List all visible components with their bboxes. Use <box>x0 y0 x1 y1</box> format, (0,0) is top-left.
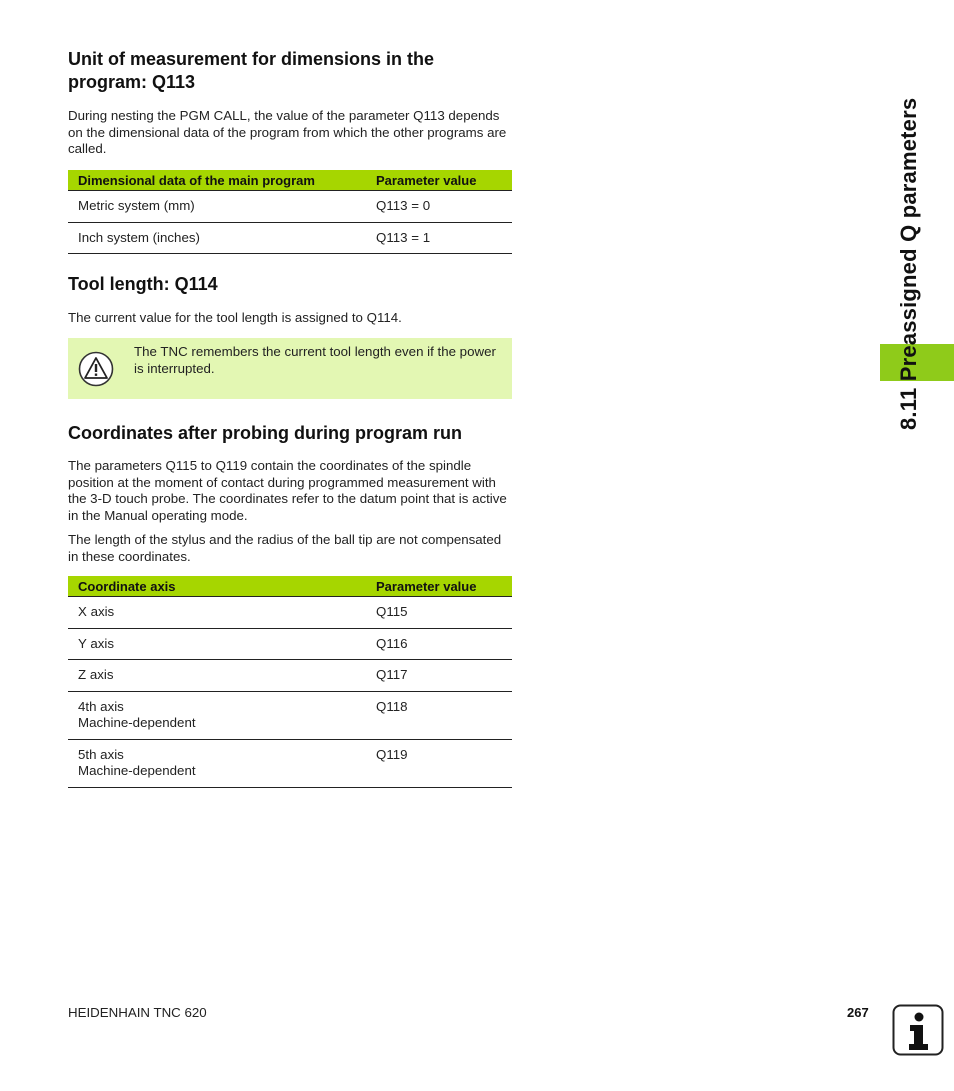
note-box <box>68 338 512 399</box>
paragraph-probing-1: The parameters Q115 to Q119 contain the coordinates of the spindle position at the moment of contact during programmed measurement with the 3-D touch probe. The coordinates refer to the datum point that is active in the Manual operating mode. <box>68 458 507 523</box>
table-cell <box>68 739 376 787</box>
table-cell: Q113 = 0 <box>376 191 512 223</box>
table-cell: Q113 = 1 <box>376 222 512 254</box>
table-cell: Q117 <box>376 660 512 692</box>
table-cell: Q119 <box>376 739 512 787</box>
paragraph-probing-2: The length of the stylus and the radius of the ball tip are not compensated in these coordinates. <box>68 532 502 564</box>
table-coordinates <box>68 576 512 788</box>
table-header-cell: Coordinate axis <box>68 576 376 597</box>
table-row <box>68 691 512 739</box>
axis-note: Machine-dependent <box>78 763 196 778</box>
table-row <box>68 739 512 787</box>
page-number: 267 <box>847 1005 869 1020</box>
table-row <box>68 222 512 254</box>
table-cell: Q116 <box>376 628 512 660</box>
table-cell: Z axis <box>68 660 376 692</box>
table-row <box>68 597 512 629</box>
table-row <box>68 660 512 692</box>
info-icon <box>892 1004 944 1056</box>
table-cell: X axis <box>68 597 376 629</box>
table-cell: Metric system (mm) <box>68 191 376 223</box>
table-cell <box>68 691 376 739</box>
heading-probing-coordinates: Coordinates after probing during program run <box>68 423 463 443</box>
warning-icon <box>78 351 114 387</box>
table-header-row <box>68 576 512 597</box>
axis-name: 4th axis <box>78 698 124 714</box>
table-cell: Inch system (inches) <box>68 222 376 254</box>
note-text: The TNC remembers the current tool length even if the power is interrupted. <box>134 344 496 376</box>
paragraph-q113: During nesting the PGM CALL, the value of the parameter Q113 depends on the dimensional data of the program from which the other programs are called. <box>68 108 507 156</box>
chapter-side-title: 8.11 Preassigned Q parameters <box>896 97 921 430</box>
table-row <box>68 628 512 660</box>
table-header-cell: Parameter value <box>376 170 512 191</box>
heading-q114: Tool length: Q114 <box>68 274 218 294</box>
table-row <box>68 191 512 223</box>
table-q113 <box>68 170 512 254</box>
table-cell: Q115 <box>376 597 512 629</box>
heading-q113: Unit of measurement for dimensions in the program: Q113 <box>68 49 435 92</box>
table-header-cell: Parameter value <box>376 576 512 597</box>
table-cell: Y axis <box>68 628 376 660</box>
table-header-row <box>68 170 512 191</box>
axis-name: 5th axis <box>78 746 124 762</box>
axis-note: Machine-dependent <box>78 715 196 730</box>
table-cell: Q118 <box>376 691 512 739</box>
paragraph-q114: The current value for the tool length is assigned to Q114. <box>68 310 402 325</box>
footer-product: HEIDENHAIN TNC 620 <box>68 1005 207 1020</box>
table-header-cell: Dimensional data of the main program <box>68 170 376 191</box>
